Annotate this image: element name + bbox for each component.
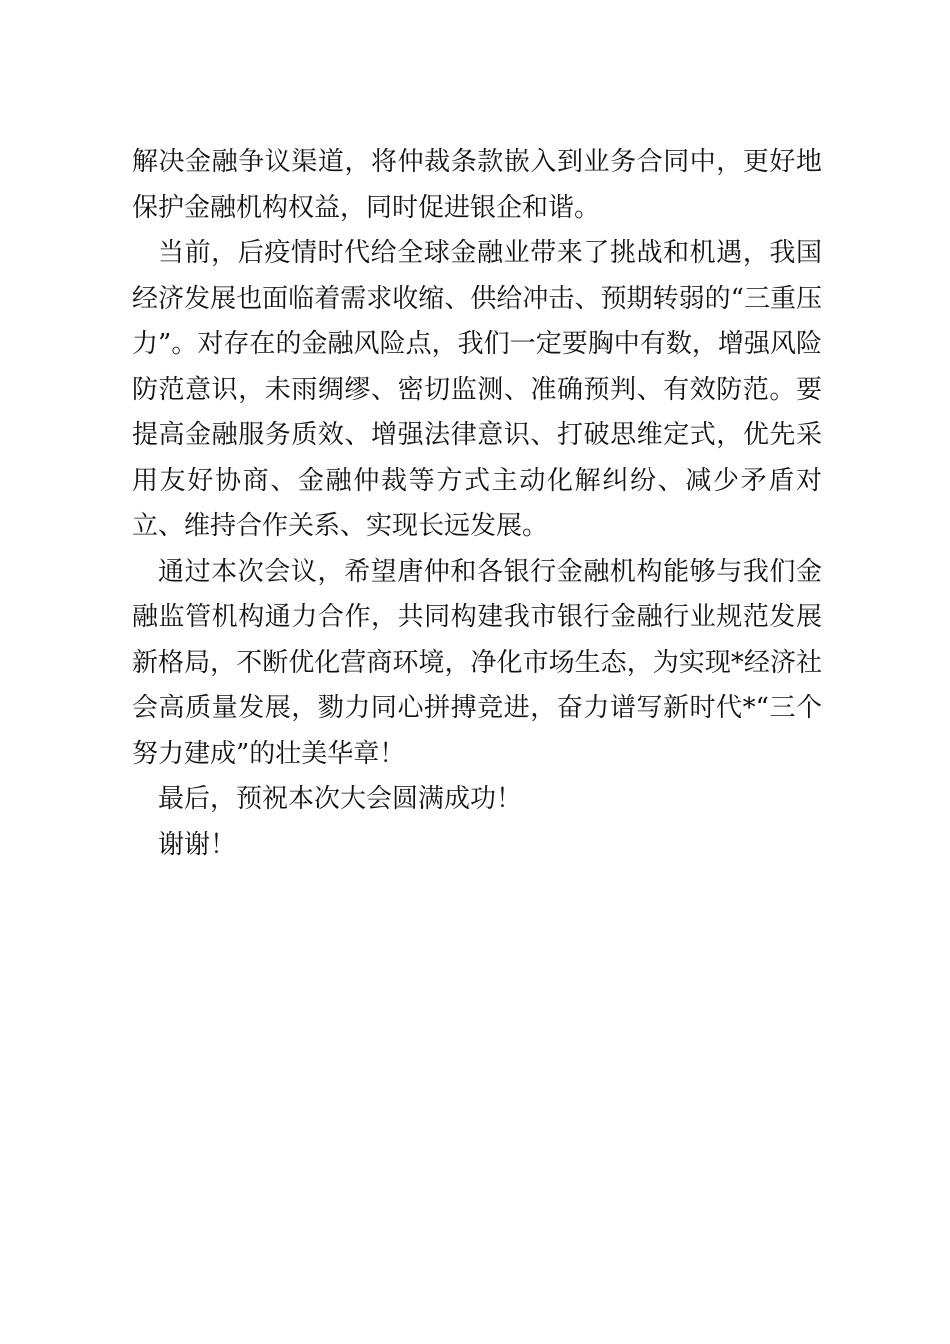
paragraph-continuation: 解决金融争议渠道，将仲裁条款嵌入到业务合同中，更好地保护金融机构权益，同时促进银企和谐。	[132, 147, 822, 223]
paragraph-financial-risk: 当前，后疫情时代给全球金融业带来了挑战和机遇，我国经济发展也面临着需求收缩、供给冲击、预期转弱的“三重压力”。对存在的金融风险点，我们一定要胸中有数，增强风险防范意识，未雨绸缪、密切监测、准确预判、有效防范。要提高金融服务质效、增强法律意识、打破思维定式，优先采用友好协商、金融仲裁等方式主动化解纠纷、减少矛盾对立、维持合作关系、实现长远发展。	[132, 238, 822, 541]
paragraph-closing-wish: 最后，预祝本次大会圆满成功！	[158, 784, 523, 814]
paragraph-cooperation-hope: 通过本次会议，希望唐仲和各银行金融机构能够与我们金融监管机构通力合作，共同构建我市银行金融行业规范发展新格局，不断优化营商环境，净化市场生态，为实现*经济社会高质量发展，勠力同心拼搏竞进，奋力谱写新时代*“三个努力建成”的壮美华章！	[132, 556, 822, 769]
document-body	[132, 140, 822, 868]
paragraph-thanks: 谢谢！	[158, 829, 237, 860]
